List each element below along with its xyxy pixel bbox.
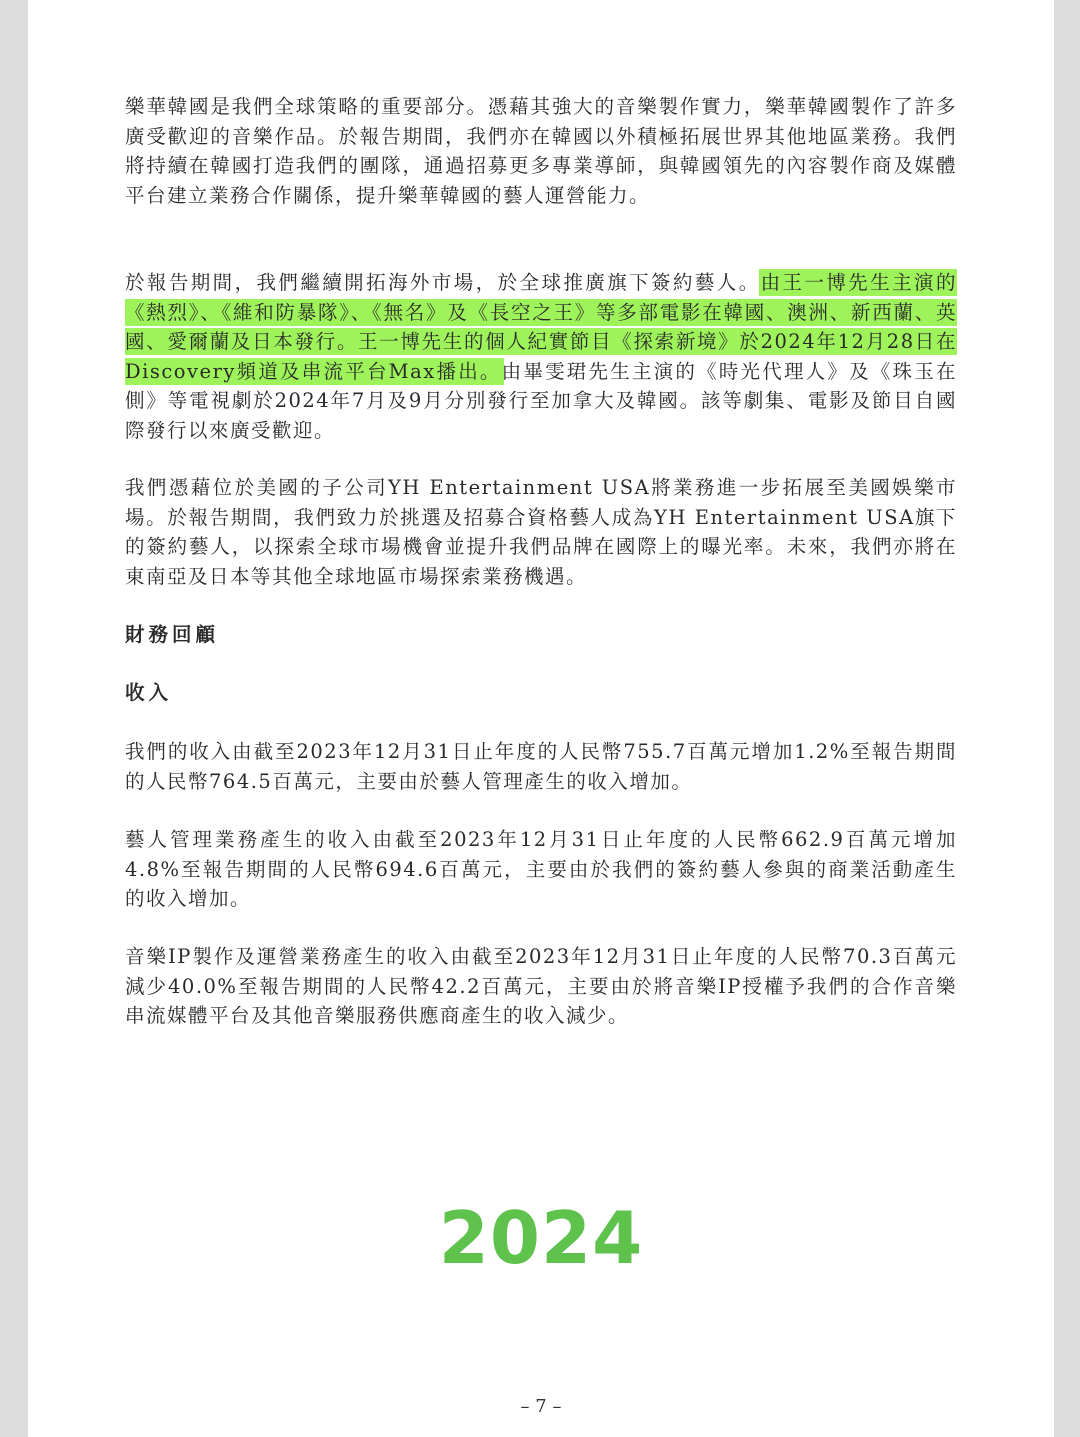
paragraph-yh-usa: 我們憑藉位於美國的子公司YH Entertainment USA將業務進一步拓展至美國娛樂市場。於報告期間，我們致力於挑選及招募合資格藝人成為YH Entertainment USA旗下的簽約藝人，以探索全球市場機會並提升我們品牌在國際上的曝光率。未來，我們亦將在東南亞及日本等其他全球地區市場探索業務機遇。 (125, 476, 957, 588)
highlighted-text: 由王一博先生主演的《熱烈》、《維和防暴隊》、《無名》及《長空之王》等多部電影在韓國、澳洲、新西蘭、英國、愛爾蘭及日本發行。王一博先生的個人紀實節目《探索新境》於2024年12月28日在Discovery頻道及串流平台Max播出。 (125, 271, 957, 383)
paragraph-total-revenue: 我們的收入由截至2023年12月31日止年度的人民幣755.7百萬元增加1.2%至報告期間的人民幣764.5百萬元，主要由於藝人管理產生的收入增加。 (125, 740, 957, 793)
document-page (28, 0, 1054, 1437)
heading-revenue: 收入 (125, 681, 173, 704)
paragraph-music-ip-revenue: 音樂IP製作及運營業務產生的收入由截至2023年12月31日止年度的人民幣70.3百萬元減少40.0%至報告期間的人民幣42.2百萬元，主要由於將音樂IP授權予我們的合作音樂串流媒體平台及其他音樂服務供應商產生的收入減少。 (125, 945, 957, 1027)
paragraph-yh-korea: 樂華韓國是我們全球策略的重要部分。憑藉其強大的音樂製作實力，樂華韓國製作了許多廣受歡迎的音樂作品。於報告期間，我們亦在韓國以外積極拓展世界其他地區業務。我們將持續在韓國打造我們的團隊，通過招募更多專業導師，與韓國領先的內容製作商及媒體平台建立業務合作關係，提升樂華韓國的藝人運營能力。 (125, 95, 957, 207)
paragraph-overseas-markets (125, 268, 957, 445)
paragraph-overseas-start: 於報告期間，我們繼續開拓海外市場，於全球推廣旗下簽約藝人。 (125, 271, 761, 294)
paragraph-overseas-end: 由畢雯珺先生主演的《時光代理人》及《珠玉在側》等電視劇於2024年7月及9月分別發行至加拿大及韓國。該等劇集、電影及節目自國際發行以來廣受歡迎。 (125, 359, 957, 442)
paragraph-artist-management-revenue: 藝人管理業務產生的收入由截至2023年12月31日止年度的人民幣662.9百萬元增加4.8%至報告期間的人民幣694.6百萬元，主要由於我們的簽約藝人參與的商業活動產生的收入增加。 (125, 828, 957, 910)
year-watermark: 2024 (438, 1196, 644, 1280)
page-number: – 7 – (520, 1396, 562, 1417)
heading-financial-review: 財務回顧 (125, 623, 220, 646)
